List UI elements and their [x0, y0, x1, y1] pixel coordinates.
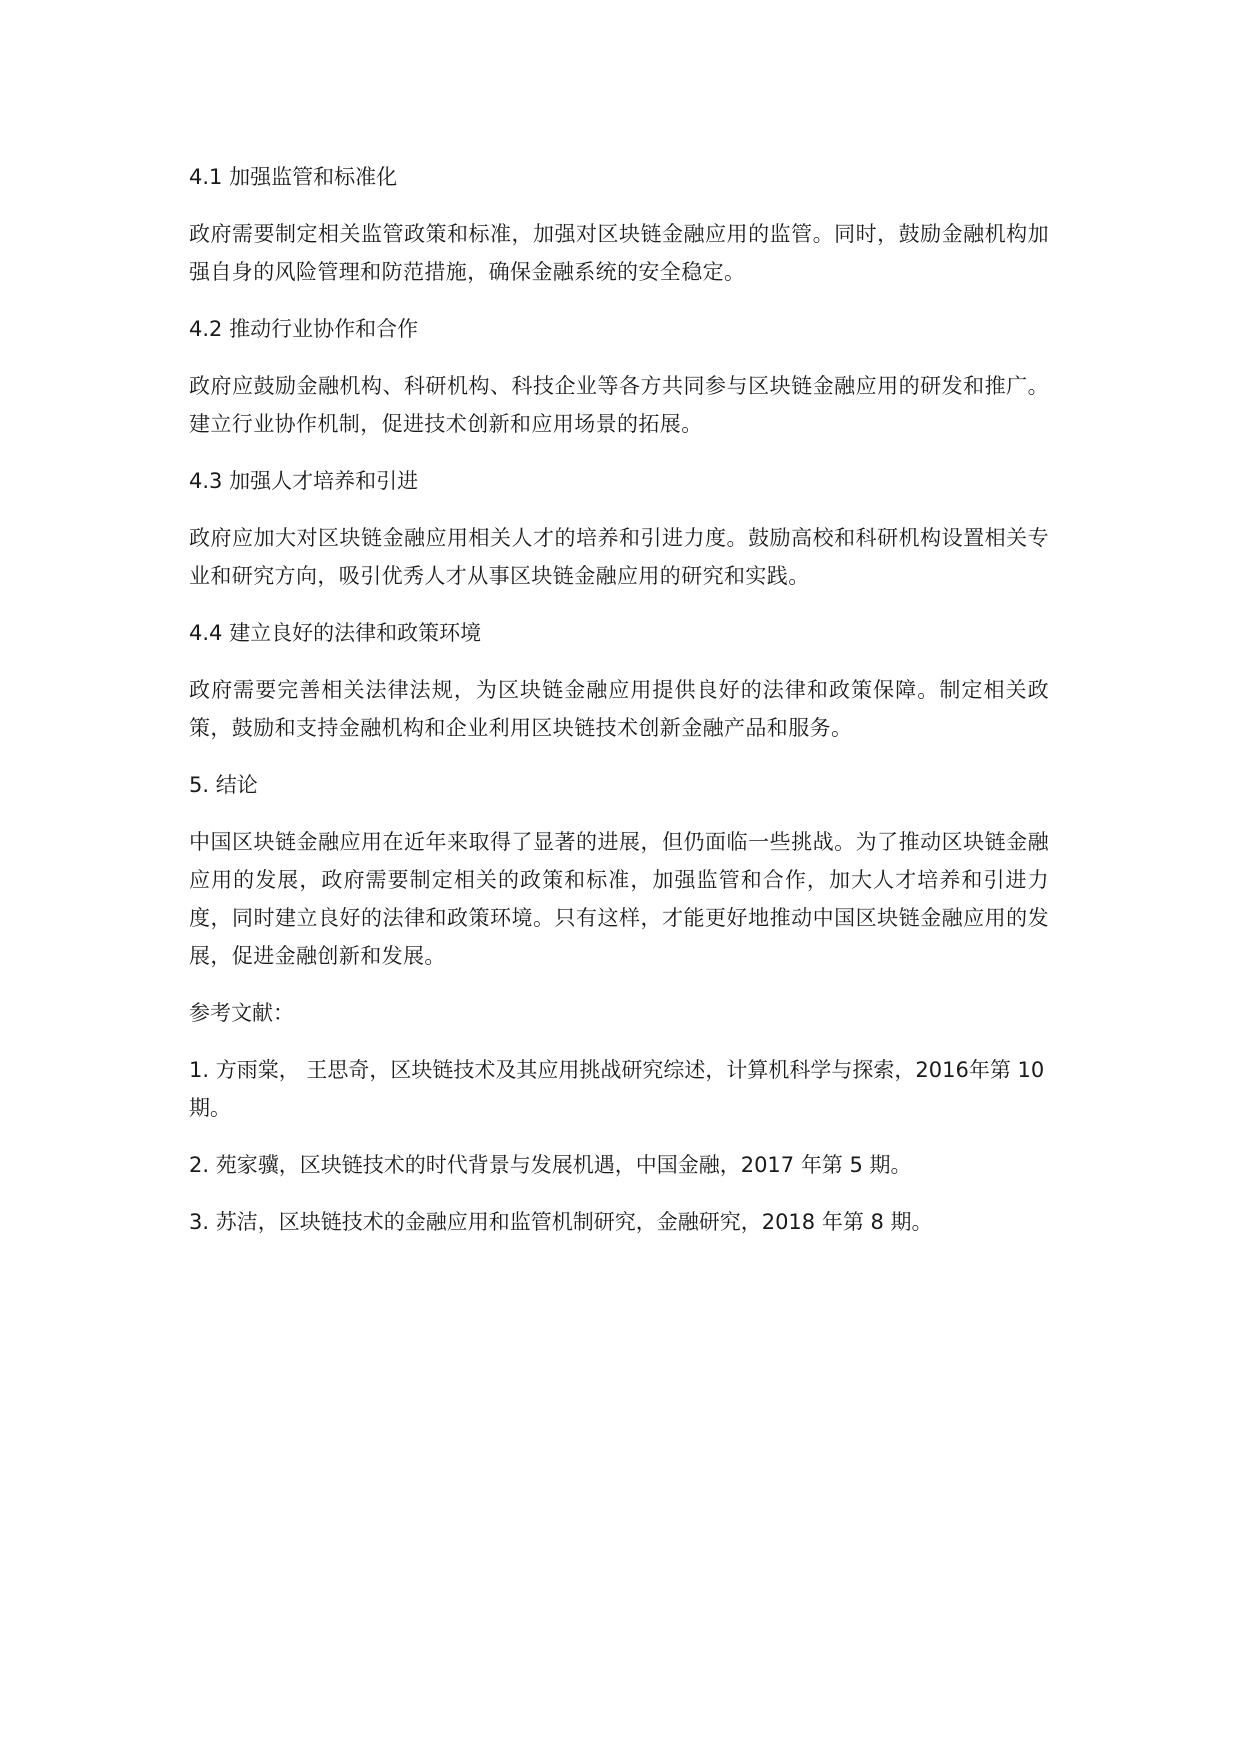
- section-conclusion: [189, 766, 1049, 975]
- references-title: 参考文献：: [189, 1001, 294, 1025]
- section-paragraph: 政府应加大对区块链金融应用相关人才的培养和引进力度。鼓励高校和科研机构设置相关专业和研究方向，吸引优秀人才从事区块链金融应用的研究和实践。: [189, 526, 1049, 588]
- reference-item: 1. 方雨棠， 王思奇，区块链技术及其应用挑战研究综述，计算机科学与探索，2016年第 10 期。: [189, 1058, 1045, 1120]
- section-4-4: [189, 614, 1049, 747]
- section-heading: 4.3 加强人才培养和引进: [189, 469, 419, 493]
- references: [189, 994, 1049, 1241]
- section-4-1: [189, 158, 1049, 291]
- section-paragraph: 政府应鼓励金融机构、科研机构、科技企业等各方共同参与区块链金融应用的研发和推广。建立行业协作机制，促进技术创新和应用场景的拓展。: [189, 374, 1049, 436]
- section-paragraph: 政府需要制定相关监管政策和标准，加强对区块链金融应用的监管。同时，鼓励金融机构加强自身的风险管理和防范措施，确保金融系统的安全稳定。: [189, 222, 1049, 284]
- section-4-2: [189, 310, 1049, 443]
- document-page: [189, 158, 1049, 1260]
- section-heading: 5. 结论: [189, 773, 258, 797]
- section-heading: 4.4 建立良好的法律和政策环境: [189, 621, 482, 645]
- section-heading: 4.2 推动行业协作和合作: [189, 317, 419, 341]
- section-paragraph: 政府需要完善相关法律法规，为区块链金融应用提供良好的法律和政策保障。制定相关政策，鼓励和支持金融机构和企业利用区块链技术创新金融产品和服务。: [189, 678, 1049, 740]
- section-paragraph: 中国区块链金融应用在近年来取得了显著的进展，但仍面临一些挑战。为了推动区块链金融应用的发展，政府需要制定相关的政策和标准，加强监管和合作，加大人才培养和引进力度，同时建立良好的法律和政策环境。只有这样，才能更好地推动中国区块链金融应用的发展，促进金融创新和发展。: [189, 830, 1049, 968]
- reference-item: 3. 苏洁，区块链技术的金融应用和监管机制研究，金融研究，2018 年第 8 期。: [189, 1210, 933, 1234]
- section-4-3: [189, 462, 1049, 595]
- section-heading: 4.1 加强监管和标准化: [189, 165, 398, 189]
- reference-item: 2. 苑家骥，区块链技术的时代背景与发展机遇，中国金融，2017 年第 5 期。: [189, 1153, 912, 1177]
